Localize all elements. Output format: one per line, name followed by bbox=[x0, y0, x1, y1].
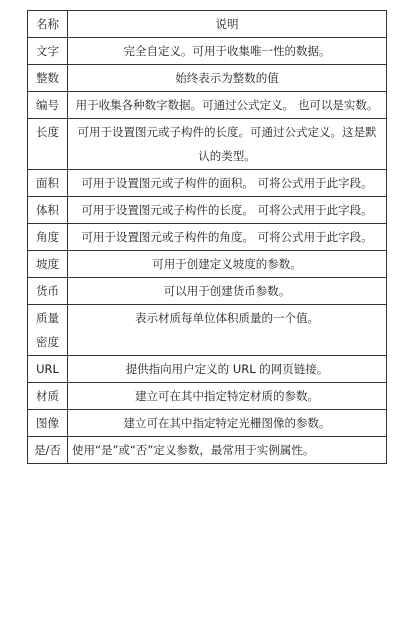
row-description: 使用“是”或“否”定义参数，最常用于实例属性。 bbox=[68, 437, 387, 464]
table-row bbox=[28, 38, 387, 65]
row-name: URL bbox=[28, 356, 68, 383]
row-description: 可用于设置图元或子构件的角度。 可将公式用于此字段。 bbox=[68, 224, 387, 251]
row-name: 材质 bbox=[28, 383, 68, 410]
row-name: 质量密度 bbox=[28, 305, 68, 356]
row-description: 建立可在其中指定特定光栅图像的参数。 bbox=[68, 410, 387, 437]
row-name: 长度 bbox=[28, 119, 68, 170]
row-name: 货币 bbox=[28, 278, 68, 305]
row-name: 角度 bbox=[28, 224, 68, 251]
table-row bbox=[28, 197, 387, 224]
table-row bbox=[28, 119, 387, 170]
row-description: 提供指向用户定义的 URL 的网页链接。 bbox=[68, 356, 387, 383]
row-description: 表示材质每单位体积质量的一个值。 bbox=[68, 305, 387, 356]
table-row bbox=[28, 224, 387, 251]
header-name: 名称 bbox=[28, 11, 68, 38]
row-name: 编号 bbox=[28, 92, 68, 119]
table-row bbox=[28, 356, 387, 383]
row-name: 文字 bbox=[28, 38, 68, 65]
row-description: 完全自定义。可用于收集唯一性的数据。 bbox=[68, 38, 387, 65]
row-description: 可用于创建定义坡度的参数。 bbox=[68, 251, 387, 278]
row-description: 建立可在其中指定特定材质的参数。 bbox=[68, 383, 387, 410]
row-name: 坡度 bbox=[28, 251, 68, 278]
table-row bbox=[28, 305, 387, 356]
parameter-type-table bbox=[27, 10, 387, 464]
table-row bbox=[28, 170, 387, 197]
header-description: 说明 bbox=[68, 11, 387, 38]
row-description: 可以用于创建货币参数。 bbox=[68, 278, 387, 305]
table-row bbox=[28, 65, 387, 92]
table-row bbox=[28, 251, 387, 278]
row-name: 面积 bbox=[28, 170, 68, 197]
row-description: 可用于设置图元或子构件的面积。 可将公式用于此字段。 bbox=[68, 170, 387, 197]
table-row bbox=[28, 437, 387, 464]
row-description: 可用于设置图元或子构件的长度。可通过公式定义。这是默认的类型。 bbox=[68, 119, 387, 170]
table-header-row bbox=[28, 11, 387, 38]
row-name: 是/否 bbox=[28, 437, 68, 464]
row-description: 用于收集各种数字数据。可通过公式定义。 也可以是实数。 bbox=[68, 92, 387, 119]
row-name: 图像 bbox=[28, 410, 68, 437]
table-row bbox=[28, 383, 387, 410]
row-name: 体积 bbox=[28, 197, 68, 224]
row-name: 整数 bbox=[28, 65, 68, 92]
table-row bbox=[28, 410, 387, 437]
table-row bbox=[28, 278, 387, 305]
row-description: 可用于设置图元或子构件的长度。 可将公式用于此字段。 bbox=[68, 197, 387, 224]
row-description: 始终表示为整数的值 bbox=[68, 65, 387, 92]
table-row bbox=[28, 92, 387, 119]
